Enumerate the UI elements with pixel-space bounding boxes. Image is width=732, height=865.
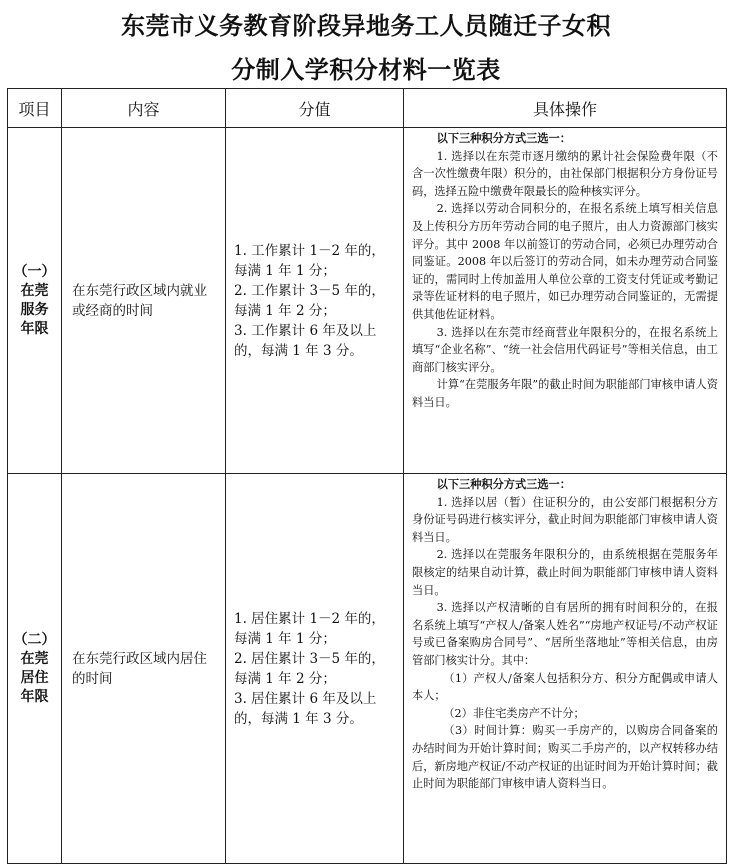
- header-score: 分值: [226, 89, 404, 128]
- row2-ops-paragraph: 2. 选择以在莞服务年限积分的，由系统根据在莞服务年限核定的结果自动计算，截止时间为职能部门审核申请人资料当日。: [412, 548, 718, 597]
- row1-ops-paragraph: 3. 选择以在东莞市经商营业年限积分的，在报名系统上填写“企业名称”、“统一社会信用代码证号”等相关信息，由工商部门核实评分。: [412, 325, 718, 374]
- row1-ops-head: 以下三种积分方式三选一：: [436, 131, 571, 145]
- row2-ops-paragraph: 3. 选择以产权清晰的自有居所的拥有时间积分的，在报名系统上填写“产权人/备案人姓名”“房地产权证号/不动产权证号或已备案购房合同号”、“居所坐落地址”等相关信息，由房管部门核实计分。其中：: [412, 601, 718, 667]
- header-content: 内容: [62, 89, 226, 128]
- row2-score-line: 3. 居住累计 6 年及以上的，每满 1 年 3 分。: [234, 690, 377, 727]
- table-header-row: [8, 89, 727, 128]
- row1-ops-paragraph: 1. 选择以在东莞市逐月缴纳的累计社会保险费年限（不含一次性缴费年限）积分的，由社保部门根据积分方身份证号码，选择五险中缴费年限最长的险种核实评分。: [412, 149, 718, 198]
- row1-ops: [404, 128, 727, 474]
- row2-item: [8, 474, 62, 864]
- row2-score: [226, 474, 404, 864]
- row1-score-line: 3. 工作累计 6 年及以上的，每满 1 年 3 分。: [234, 322, 377, 359]
- row2-item-line: 年限: [20, 688, 49, 705]
- header-ops: 具体操作: [404, 89, 727, 128]
- row1-item-line: （一）: [13, 263, 56, 280]
- row2-ops-head: 以下三种积分方式三选一：: [436, 477, 571, 491]
- table-row-service-years: [8, 128, 727, 474]
- materials-table: [7, 88, 727, 864]
- row1-score-line: 1. 工作累计 1－2 年的，每满 1 年 1 分；: [234, 242, 385, 279]
- row1-score-line: 2. 工作累计 3－5 年的，每满 1 年 2 分；: [234, 282, 385, 319]
- row1-score: [226, 128, 404, 474]
- document-title-line-1: 东莞市义务教育阶段异地务工人员随迁子女积: [121, 12, 611, 40]
- row1-ops-paragraph: 计算“在莞服务年限”的截止时间为职能部门审核申请人资料当日。: [412, 378, 718, 409]
- row2-ops: [404, 474, 727, 864]
- row2-item-line: 居住: [20, 669, 49, 686]
- row2-ops-subitem: （3）时间计算：购买一手房产的，以购房合同备案的办结时间为开始计算时间；购买二手房产的，以产权转移办结后，新房地产权证/不动产权证的出证时间为开始计算时间；截止时间为职能部门审核申请人资料当日。: [412, 724, 718, 791]
- row2-item-line: 在莞: [20, 650, 49, 667]
- header-item: 项目: [8, 89, 62, 128]
- row1-item-line: 年限: [20, 320, 49, 337]
- row1-item-line: 在莞: [20, 282, 49, 299]
- row1-ops-paragraph: 2. 选择以劳动合同积分的，在报名系统上填写相关信息及上传积分方历年劳动合同的电子照片，由人力资源部门核实评分。其中 2008 年以前签订的劳动合同，必须已办理劳动合同鉴证。2008 年以后签订的劳动合同，如未办理劳动合同鉴证的，需同时上传加盖用人单位公章的工资支付凭证或考勤记录等佐证材料的电子照片，如已办理劳动合同鉴证的，无需提供其他佐证材料。: [412, 202, 718, 321]
- document-title-line-2: 分制入学积分材料一览表: [231, 56, 501, 84]
- row2-score-line: 1. 居住累计 1－2 年的，每满 1 年 1 分；: [234, 610, 385, 647]
- row1-item-line: 服务: [20, 301, 49, 318]
- row2-content: 在东莞行政区域内居住的时间: [62, 474, 226, 864]
- row1-content: 在东莞行政区域内就业或经商的时间: [62, 128, 226, 474]
- row2-score-line: 2. 居住累计 3－5 年的，每满 1 年 2 分；: [234, 650, 385, 687]
- row1-item: [8, 128, 62, 474]
- row2-ops-subitem: （2）非住宅类房产不计分；: [443, 706, 585, 720]
- table-row-residence-years: [8, 474, 727, 864]
- row2-ops-paragraph: 1. 选择以居（暂）住证积分的，由公安部门根据积分方身份证号码进行核实评分，截止时间为职能部门审核申请人资料当日。: [412, 495, 718, 544]
- row2-item-line: （二）: [13, 631, 56, 648]
- row2-ops-subitem: （1）产权人/备案人包括积分方、积分方配偶或申请人本人；: [412, 671, 718, 703]
